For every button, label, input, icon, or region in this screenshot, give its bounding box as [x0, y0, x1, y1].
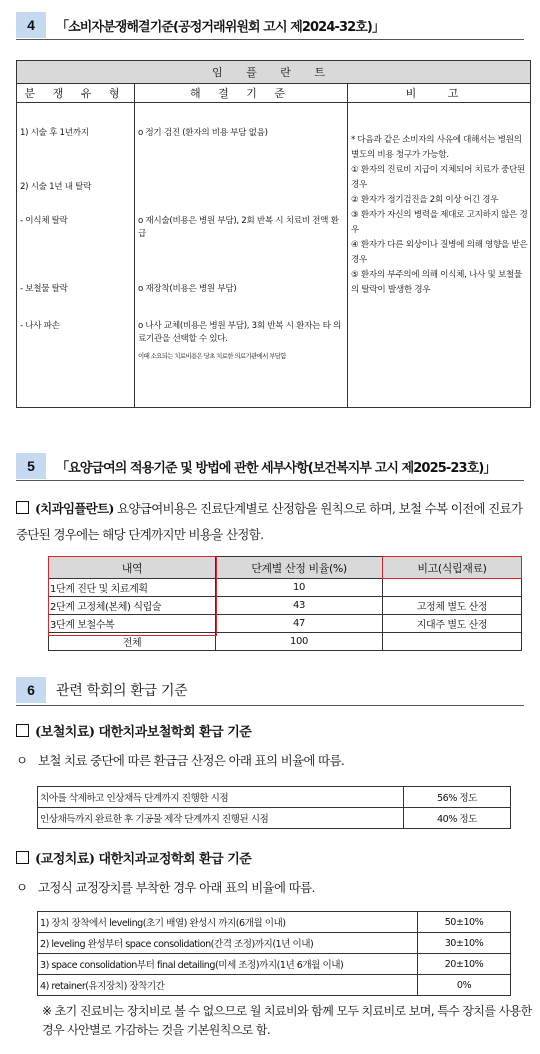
- table-row: [49, 579, 522, 597]
- refund-ratio: 20±10%: [418, 954, 511, 975]
- table-row: [38, 933, 511, 954]
- checkbox-square-icon: [16, 501, 29, 514]
- resolution-cell: [135, 103, 348, 408]
- dispute-type-cell: [17, 103, 135, 408]
- stage-ratio: 10: [216, 579, 383, 597]
- dispute-type: 2) 시술 1년 내 탈락: [20, 182, 92, 192]
- refund-ratio: 50±10%: [418, 912, 511, 933]
- stage-name: 3단계 보철수복: [49, 615, 216, 633]
- table-row: [38, 954, 511, 975]
- table-row: [38, 808, 511, 829]
- stage-remark: [383, 633, 522, 651]
- remarks-cell: [348, 103, 531, 408]
- dispute-type: - 보철물 탈락: [20, 284, 68, 294]
- subheading-text: (교정치료) 대한치과교정학회 환급 기준: [35, 852, 252, 867]
- table-row: [38, 912, 511, 933]
- dispute-type: 1) 시술 후 1년까지: [20, 128, 89, 138]
- refund-ratio: 40% 정도: [404, 808, 511, 829]
- stage-ratio: 100: [216, 633, 383, 651]
- section-number: 6: [16, 677, 46, 703]
- stage-ratio: 47: [216, 615, 383, 633]
- paragraph-label: (치과임플란트): [35, 501, 114, 516]
- remark-line: * 다음과 같은 소비자의 사유에 대해서는 병원의 별도의 비용 청구가 가능함.: [351, 135, 522, 160]
- bullet-text: 보철 치료 중단에 따른 환급금 산정은 아래 표의 비율에 따름.: [38, 753, 345, 768]
- divider: [16, 480, 524, 481]
- checkbox-square-icon: [16, 724, 29, 737]
- table-row: [49, 615, 522, 633]
- stage-ratio: 43: [216, 597, 383, 615]
- refund-stage: 인상채득까지 완료한 후 기공물 제작 단계까지 진행된 시점: [38, 808, 404, 829]
- stage-name: 전체: [49, 633, 216, 651]
- refund-ratio: 56% 정도: [404, 787, 511, 808]
- bullet-text: 고정식 교정장치를 부착한 경우 아래 표의 비율에 따름.: [38, 880, 315, 895]
- section-4-heading: [16, 12, 384, 38]
- remark-line: ③ 환자가 자신의 병력을 제대로 고지하지 않은 경우: [351, 210, 528, 235]
- divider: [16, 705, 524, 706]
- bullet-circle-icon: ㅇ: [16, 880, 28, 895]
- column-header: 해 결 기 준: [135, 84, 348, 103]
- stage-name: 2단계 고정체(본체) 식립술: [49, 597, 216, 615]
- dispute-type: - 나사 파손: [20, 321, 60, 331]
- refund-stage: 4) retainer(유지장치) 장착기간: [38, 975, 418, 996]
- section-title: 관련 학회의 환급 기준: [56, 683, 188, 699]
- orthodontic-refund-table: [37, 911, 511, 996]
- table-row: [49, 633, 522, 651]
- section-5-paragraph: [16, 496, 536, 548]
- resolution-text: o 재시술(비용은 병원 부담), 2회 반복 시 치료비 전액 환급: [138, 216, 339, 239]
- remarks-text: [351, 133, 528, 298]
- stage-name: 1단계 진단 및 치료계획: [49, 579, 216, 597]
- implant-dispute-table: [16, 60, 531, 408]
- resolution-text: o 정기 검진 (환자의 비용 부담 없음): [138, 128, 268, 138]
- bullet-circle-icon: ㅇ: [16, 753, 28, 768]
- prosthodontic-refund-table: [37, 786, 511, 829]
- table-row: [38, 787, 511, 808]
- divider: [16, 39, 524, 40]
- column-header: 비고(식립재료): [383, 557, 522, 579]
- section-5-heading: [16, 453, 495, 479]
- refund-ratio: 30±10%: [418, 933, 511, 954]
- checkbox-square-icon: [16, 851, 29, 864]
- subheading-text: (보철치료) 대한치과보철학회 환급 기준: [35, 725, 252, 740]
- stage-remark: 지대주 별도 산정: [383, 615, 522, 633]
- orthodontic-note: ※ 초기 진료비는 장치비로 볼 수 없으므로 월 치료비와 함께 모두 치료비로 보며, 특수 장치를 사용한 경우 사안별로 가감하는 것을 기본원칙으로 함.: [42, 1004, 532, 1037]
- refund-stage: 3) space consolidation부터 final detailing(미세 조정)까지(1년 6개월 이내): [38, 954, 418, 975]
- resolution-footnote: 이때 소요되는 치료비용은 당초 치료한 의료기관에서 부담함: [138, 352, 286, 360]
- section-number: 4: [16, 12, 46, 38]
- resolution-text: o 나사 교체(비용은 병원 부담), 3회 반복 시 환자는 타 의료기관을 선택할 수 있다.: [138, 321, 342, 344]
- stage-ratio-table: [48, 556, 522, 651]
- prosthodontic-bullet: [16, 751, 344, 769]
- refund-stage: 2) leveling 완성부터 space consolidation(간격 조정)까지(1년 이내): [38, 933, 418, 954]
- orthodontic-heading: [16, 848, 251, 867]
- table-row: [38, 975, 511, 996]
- table-title: 임 플 란 트: [17, 61, 531, 84]
- stage-remark: 고정체 별도 산정: [383, 597, 522, 615]
- remark-line: ② 환자가 정기검진을 2회 이상 어긴 경우: [351, 195, 499, 205]
- paragraph-text: 요양급여비용은 진료단계별로 산정함을 원칙으로 하며, 보철 수복 이전에 진료가 중단된 경우에는 해당 단계까지만 비용을 산정함.: [16, 501, 523, 542]
- refund-stage: 1) 장치 장착에서 leveling(초기 배열) 완성시 까지(6개월 이내): [38, 912, 418, 933]
- remark-line: ① 환자의 진료비 지급이 지체되어 치료가 중단된 경우: [351, 165, 526, 190]
- resolution-text: o 재장착(비용은 병원 부담): [138, 284, 237, 294]
- refund-stage: 치아를 삭제하고 인상채득 단계까지 진행한 시점: [38, 787, 404, 808]
- column-header: 내역: [49, 557, 216, 579]
- column-header: 분 쟁 유 형: [17, 84, 135, 103]
- section-number: 5: [16, 453, 46, 479]
- remark-line: ⑤ 환자의 부주의에 의해 이식체, 나사 및 보철물의 탈락이 발생한 경우: [351, 270, 522, 295]
- section-title: 「요양급여의 적용기준 및 방법에 관한 세부사항(보건복지부 고시 제2025-23호)」: [56, 460, 496, 476]
- section-6-heading: [16, 677, 187, 703]
- refund-ratio: 0%: [418, 975, 511, 996]
- column-header: 단계별 산정 비율(%): [216, 557, 383, 579]
- column-header: 비 고: [348, 84, 531, 103]
- stage-remark: [383, 579, 522, 597]
- section-title: 「소비자분쟁해결기준(공정거래위원회 고시 제2024-32호)」: [56, 19, 385, 35]
- table-row: [49, 597, 522, 615]
- remark-line: ④ 환자가 다른 외상이나 질병에 의해 영향을 받은 경우: [351, 240, 528, 265]
- orthodontic-bullet: [16, 878, 315, 896]
- prosthodontic-heading: [16, 721, 251, 740]
- dispute-type: - 이식체 탈락: [20, 216, 68, 226]
